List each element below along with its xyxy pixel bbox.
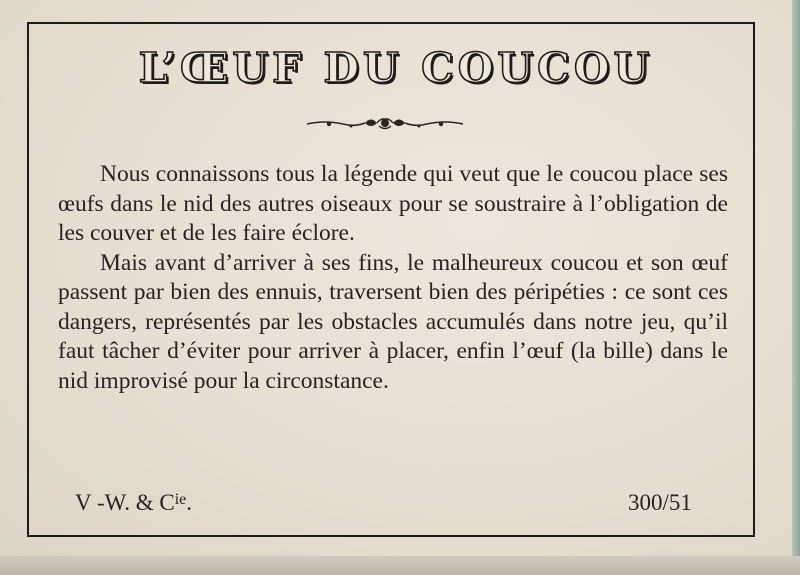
paragraph-intro: Nous connaissons tous la légende qui veut que le coucou place ses œufs dans le nid des autres oiseaux pour se soustraire à l’obligation de les couver et de les faire éclore. (58, 161, 728, 246)
publisher-name: V -W. & C (75, 490, 175, 515)
background-edge-bottom (0, 556, 800, 575)
publisher-mark (75, 490, 192, 516)
paragraph-game: Mais avant d’arriver à ses fins, le malheureux coucou et son œuf passent par bien des ennuis, traversent bien des péripéties : ce sont ces dangers, représentés par les obstacles accumulés dans notre jeu, qu’il faut tâcher d’éviter pour arriver à placer, enfin l’œuf (la bille) dans le nid improvisé pour la circonstance. (58, 249, 728, 394)
background-edge-right (792, 0, 800, 575)
publisher-superscript: ie (174, 491, 187, 508)
reference-number: 300/51 (628, 490, 692, 515)
floral-vignette-icon (305, 114, 465, 134)
publisher-period: . (186, 490, 192, 515)
description-text (58, 160, 728, 396)
page-title: L’ŒUF DU COUCOU (138, 44, 654, 92)
